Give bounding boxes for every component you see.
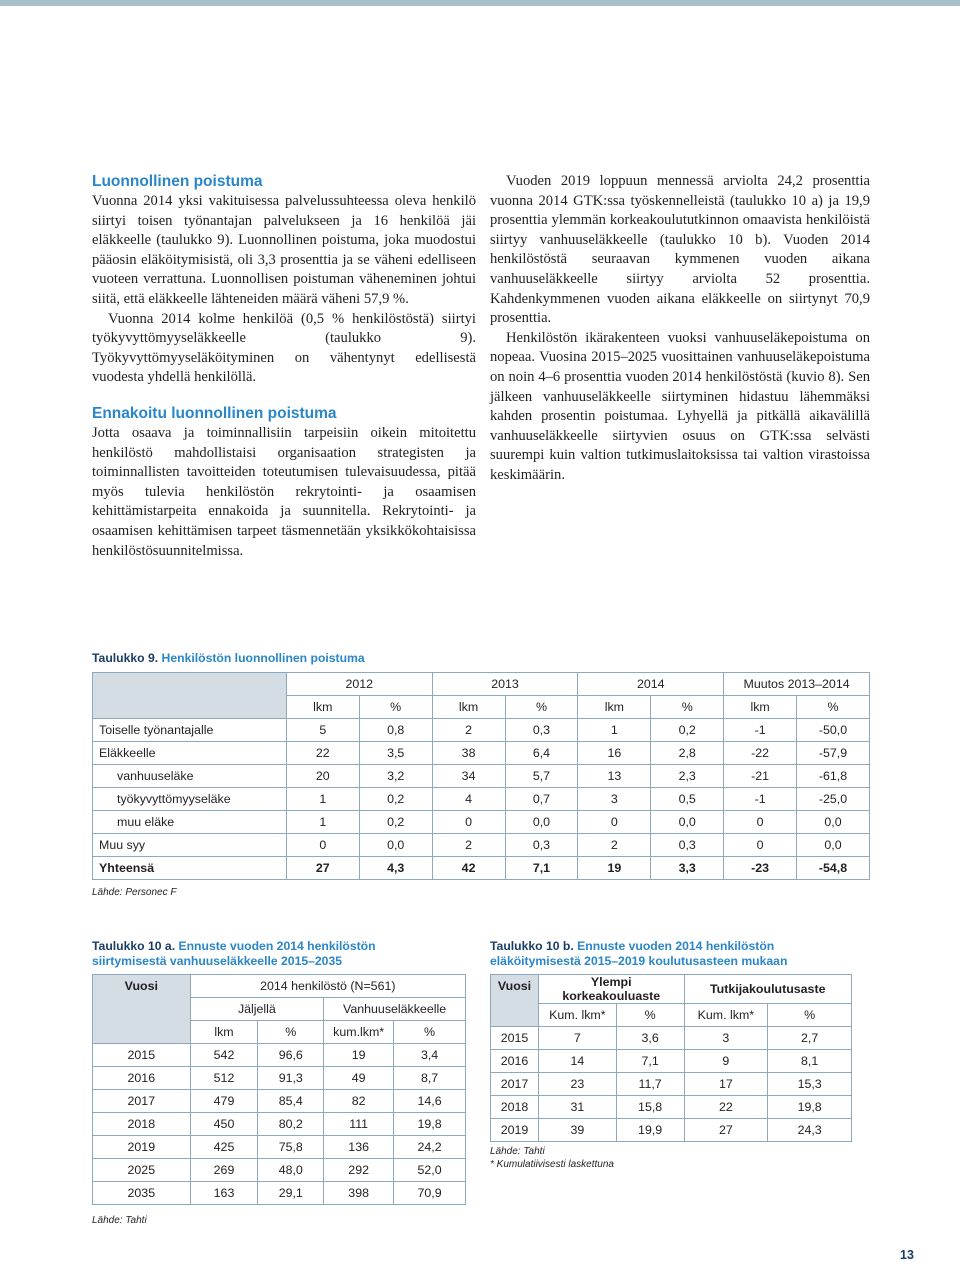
cell: 1	[578, 719, 651, 742]
table10b-group-doctoral: Tutkijakoulutusaste	[684, 975, 852, 1004]
table-row	[491, 1050, 852, 1073]
cell: 0,0	[359, 834, 432, 857]
cell: 48,0	[258, 1159, 324, 1182]
table-row	[491, 1027, 852, 1050]
cell: 91,3	[258, 1067, 324, 1090]
table9	[92, 672, 870, 880]
cell: -61,8	[797, 765, 870, 788]
table9-unit: %	[505, 696, 578, 719]
table-row	[93, 1044, 466, 1067]
cell: 2,7	[768, 1027, 852, 1050]
table9-unit: %	[359, 696, 432, 719]
table9-unit: lkm	[432, 696, 505, 719]
cell: -54,8	[797, 857, 870, 880]
cell: 7,1	[505, 857, 578, 880]
cell: 0,3	[651, 834, 724, 857]
cell: 11,7	[616, 1073, 684, 1096]
cell: -1	[724, 788, 797, 811]
cell: -22	[724, 742, 797, 765]
cell: 542	[190, 1044, 258, 1067]
cell: 16	[578, 742, 651, 765]
table9-unit: %	[797, 696, 870, 719]
cell: -57,9	[797, 742, 870, 765]
cell: 450	[190, 1113, 258, 1136]
table-row-total	[93, 857, 870, 880]
cell: 39	[538, 1119, 616, 1142]
row-label: Toiselle työnantajalle	[93, 719, 287, 742]
table-row	[93, 1090, 466, 1113]
table-row	[93, 1113, 466, 1136]
cell: 4	[432, 788, 505, 811]
table10b-group-header	[491, 975, 852, 1004]
table9-year-2013: 2013	[432, 673, 578, 696]
year-cell: 2017	[491, 1073, 539, 1096]
cell: 2	[578, 834, 651, 857]
cell: 22	[286, 742, 359, 765]
table-row	[93, 1136, 466, 1159]
table10a-title-line2: siirtymisestä vanhuuseläkkeelle 2015–2035	[92, 954, 343, 968]
cell: 5	[286, 719, 359, 742]
table-row	[93, 765, 870, 788]
table10a-source: Lähde: Tahti	[92, 1215, 147, 1226]
cell: 23	[538, 1073, 616, 1096]
cell: 0,7	[505, 788, 578, 811]
table-row	[491, 1073, 852, 1096]
cell: 0	[578, 811, 651, 834]
table-row	[93, 742, 870, 765]
cell: 0,0	[797, 834, 870, 857]
table9-number: Taulukko 9.	[92, 651, 159, 665]
year-cell: 2018	[491, 1096, 539, 1119]
top-color-bar	[0, 0, 960, 6]
table-row	[93, 788, 870, 811]
cell: 3,6	[616, 1027, 684, 1050]
cell: 19,8	[768, 1096, 852, 1119]
cell: 24,2	[394, 1136, 466, 1159]
cell: 19	[324, 1044, 394, 1067]
cell: 70,9	[394, 1182, 466, 1205]
cell: 512	[190, 1067, 258, 1090]
cell: 0	[286, 834, 359, 857]
cell: 96,6	[258, 1044, 324, 1067]
cell: 425	[190, 1136, 258, 1159]
table9-source: Lähde: Personec F	[92, 887, 177, 898]
cell: 0	[724, 811, 797, 834]
cell: 3	[684, 1027, 768, 1050]
cell: 3,5	[359, 742, 432, 765]
cell: 0,8	[359, 719, 432, 742]
table9-unit: lkm	[578, 696, 651, 719]
table10b-title-line1: Ennuste vuoden 2014 henkilöstön	[577, 939, 775, 953]
cell: 2	[432, 719, 505, 742]
cell: 0	[724, 834, 797, 857]
paragraph-retirement-forecast: Vuoden 2019 loppuun mennessä arviolta 24,2 prosenttia vuonna 2014 GTK:ssa työskennelleistä (taulukko 10 a) ja 19,9 prosenttia ylemmän korkeakoulututkinnon omaavista henkilöistä siirtyy vanhuuseläkkeelle (taulukko 10 b). Vuoden 2014 henkilöstöstä seuraavan kymmenen vuoden aikana vanhuuseläkkeelle siirtyy arviolta 52 prosenttia. Kahdenkymmenen vuoden aikana eläkkeelle on siirtynyt 70,9 prosenttia.	[490, 173, 870, 327]
cell: 163	[190, 1182, 258, 1205]
cell: 15,8	[616, 1096, 684, 1119]
cell: 1	[286, 811, 359, 834]
table9-year-2014: 2014	[578, 673, 724, 696]
cell: 15,3	[768, 1073, 852, 1096]
paragraph-disability-pension: Vuonna 2014 kolme henkilöä (0,5 % henkilöstöstä) siirtyi työkyvyttömyyseläkkeelle (taulukko 9). Työkyvyttömyyseläköityminen on vähentynyt edellisestä vuodesta yhdellä henkilöllä.	[92, 310, 476, 386]
row-label: vanhuuseläke	[93, 765, 287, 788]
row-label: työkyvyttömyyseläke	[93, 788, 287, 811]
cell: 111	[324, 1113, 394, 1136]
table10b-unit: %	[768, 1004, 852, 1027]
table10b-note: * Kumulatiivisesti laskettuna	[490, 1159, 614, 1170]
cell: 22	[684, 1096, 768, 1119]
table10a-title-line1: Ennuste vuoden 2014 henkilöstön	[178, 939, 376, 953]
table10a-unit: %	[258, 1021, 324, 1044]
cell: 8,7	[394, 1067, 466, 1090]
cell: 7	[538, 1027, 616, 1050]
table-row	[93, 1182, 466, 1205]
table10a-number: Taulukko 10 a.	[92, 939, 176, 953]
table10a-remaining: Jäljellä	[190, 998, 324, 1021]
cell: 20	[286, 765, 359, 788]
table10b-source	[490, 1145, 614, 1171]
table10a-caption	[92, 939, 452, 969]
cell: 0,2	[359, 811, 432, 834]
year-cell: 2017	[93, 1090, 191, 1113]
cell: 3,2	[359, 765, 432, 788]
table10b-unit: %	[616, 1004, 684, 1027]
year-cell: 2019	[93, 1136, 191, 1159]
cell: 31	[538, 1096, 616, 1119]
cell: -1	[724, 719, 797, 742]
cell: 19,8	[394, 1113, 466, 1136]
section-heading-natural-attrition: Luonnollinen poistuma	[92, 173, 263, 190]
year-cell: 2016	[491, 1050, 539, 1073]
table9-year-2012: 2012	[286, 673, 432, 696]
section-heading-forecast-attrition: Ennakoitu luonnollinen poistuma	[92, 404, 337, 422]
table9-caption	[92, 651, 365, 666]
cell: 7,1	[616, 1050, 684, 1073]
table10b-number: Taulukko 10 b.	[490, 939, 574, 953]
cell: 398	[324, 1182, 394, 1205]
cell: 14,6	[394, 1090, 466, 1113]
cell: 3,3	[651, 857, 724, 880]
cell: 82	[324, 1090, 394, 1113]
table10a-group: 2014 henkilöstö (N=561)	[190, 975, 465, 998]
year-cell: 2016	[93, 1067, 191, 1090]
cell: -21	[724, 765, 797, 788]
table10b-unit-header	[491, 1004, 852, 1027]
cell: -23	[724, 857, 797, 880]
cell: 1	[286, 788, 359, 811]
cell: 479	[190, 1090, 258, 1113]
cell: 0	[432, 811, 505, 834]
table-row	[93, 811, 870, 834]
table9-title: Henkilöstön luonnollinen poistuma	[161, 651, 365, 665]
cell: 292	[324, 1159, 394, 1182]
table10a-group-header	[93, 975, 466, 998]
table10a	[92, 974, 466, 1205]
cell: 0,0	[797, 811, 870, 834]
table10b	[490, 974, 852, 1142]
cell: 8,1	[768, 1050, 852, 1073]
row-label: Muu syy	[93, 834, 287, 857]
cell: 13	[578, 765, 651, 788]
table10b-title-line2: eläköitymisestä 2015–2019 koulutusasteen mukaan	[490, 954, 788, 968]
table10a-year-header: Vuosi	[93, 975, 191, 1044]
right-column	[490, 172, 870, 486]
cell: 5,7	[505, 765, 578, 788]
cell: 42	[432, 857, 505, 880]
table10b-group-master: Ylempi korkeakouluaste	[538, 975, 684, 1004]
year-cell: 2025	[93, 1159, 191, 1182]
cell: 0,3	[505, 834, 578, 857]
cell: 9	[684, 1050, 768, 1073]
cell: -25,0	[797, 788, 870, 811]
cell: 0,0	[505, 811, 578, 834]
cell: 0,2	[651, 719, 724, 742]
table10a-to-pension: Vanhuuseläkkeelle	[324, 998, 466, 1021]
table10b-year-header: Vuosi	[491, 975, 539, 1027]
cell: 75,8	[258, 1136, 324, 1159]
cell: 34	[432, 765, 505, 788]
cell: 24,3	[768, 1119, 852, 1142]
cell: 29,1	[258, 1182, 324, 1205]
cell: 2,8	[651, 742, 724, 765]
table-row	[93, 1067, 466, 1090]
cell: 49	[324, 1067, 394, 1090]
cell: 3,4	[394, 1044, 466, 1067]
cell: 27	[684, 1119, 768, 1142]
year-cell: 2015	[93, 1044, 191, 1067]
table-row	[491, 1119, 852, 1142]
table10b-unit: Kum. lkm*	[684, 1004, 768, 1027]
table10b-caption	[490, 939, 870, 969]
cell: 85,4	[258, 1090, 324, 1113]
table9-unit: %	[651, 696, 724, 719]
table9-year-header	[93, 673, 870, 696]
table9-unit: lkm	[724, 696, 797, 719]
cell: 80,2	[258, 1113, 324, 1136]
table-row	[93, 834, 870, 857]
cell: 0,5	[651, 788, 724, 811]
paragraph-attrition-2014: Vuonna 2014 yksi vakituisessa palvelussuhteessa oleva henkilö siirtyi toisen työnantajan palvelukseen ja 16 henkilöä jäi eläkkeelle (taulukko 9). Luonnollinen poistuma, joka muodostui pääosin eläköitymisistä, oli 3,3 prosenttia ja se väheni edelliseen vuoteen verrattuna. Luonnollisen poistuman väheneminen johtui siitä, että eläkkeelle lähteneiden määrä väheni 57,9 %.	[92, 193, 476, 307]
row-label: Yhteensä	[93, 857, 287, 880]
year-cell: 2019	[491, 1119, 539, 1142]
cell: 4,3	[359, 857, 432, 880]
cell: 14	[538, 1050, 616, 1073]
cell: 2,3	[651, 765, 724, 788]
table10a-unit: kum.lkm*	[324, 1021, 394, 1044]
cell: 269	[190, 1159, 258, 1182]
cell: 52,0	[394, 1159, 466, 1182]
year-cell: 2035	[93, 1182, 191, 1205]
table10a-unit: %	[394, 1021, 466, 1044]
cell: 19	[578, 857, 651, 880]
cell: 3	[578, 788, 651, 811]
table9-unit: lkm	[286, 696, 359, 719]
row-label: Eläkkeelle	[93, 742, 287, 765]
cell: 27	[286, 857, 359, 880]
cell: 19,9	[616, 1119, 684, 1142]
cell: 0,3	[505, 719, 578, 742]
paragraph-forecast: Jotta osaava ja toiminnallisiin tarpeisiin oikein mitoitettu henkilöstö mahdollistaisi organisaation strategisten ja toiminnallisten tavoitteiden toteutumisen tulevaisuudessa, pitää myös tulevia henkilöstön rekrytointi- ja osaamisen kehittämistarpeita ennakoida ja suunnitella. Rekrytointi- ja osaamisen kehittämisen tarpeet täsmennetään yksikkökohtaisissa henkilöstösuunnitelmissa.	[92, 424, 476, 559]
cell: 0,2	[359, 788, 432, 811]
cell: 6,4	[505, 742, 578, 765]
left-column	[92, 172, 476, 561]
paragraph-age-structure: Henkilöstön ikärakenteen vuoksi vanhuuseläkepoistuma on nopeaa. Vuosina 2015–2025 vuosittainen vanhuuseläkepoistuma on noin 4–6 prosenttia vuoden 2014 henkilöstöstä (kuvio 8). Sen jälkeen vanhuuseläkkeelle siirtyminen hidastuu lähemmäksi kahden prosentin poistumaa. Lyhyellä ja pitkällä aikavälillä vanhuuseläkkeelle siirtyvien osuus on GTK:ssa selvästi suurempi kuin valtion tutkimuslaitoksissa tai valtion virastoissa keskimäärin.	[490, 329, 870, 483]
table10a-unit: lkm	[190, 1021, 258, 1044]
cell: 17	[684, 1073, 768, 1096]
cell: 136	[324, 1136, 394, 1159]
cell: 38	[432, 742, 505, 765]
year-cell: 2015	[491, 1027, 539, 1050]
table10b-source-line: Lähde: Tahti	[490, 1146, 545, 1157]
cell: 2	[432, 834, 505, 857]
year-cell: 2018	[93, 1113, 191, 1136]
table-row	[93, 1159, 466, 1182]
cell: 0,0	[651, 811, 724, 834]
table-row	[491, 1096, 852, 1119]
table9-change: Muutos 2013–2014	[724, 673, 870, 696]
table10b-unit: Kum. lkm*	[538, 1004, 616, 1027]
table-row	[93, 719, 870, 742]
table9-blank-corner	[93, 673, 287, 719]
row-label: muu eläke	[93, 811, 287, 834]
page-number: 13	[900, 1248, 914, 1262]
cell: -50,0	[797, 719, 870, 742]
